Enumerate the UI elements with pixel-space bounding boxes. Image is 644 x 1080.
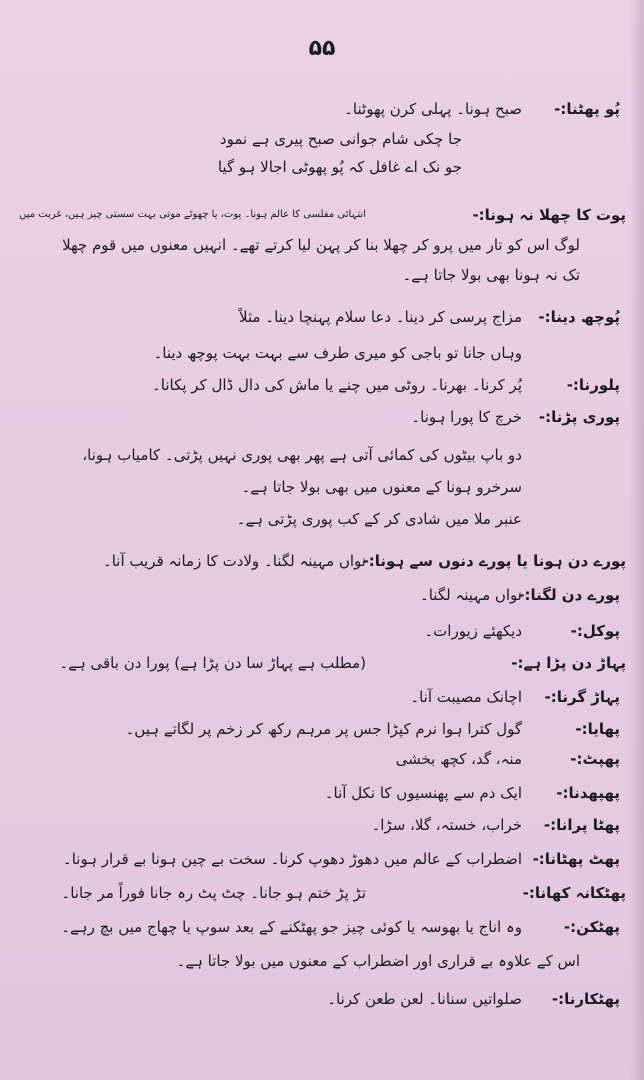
headword: پھٹکارنا:- bbox=[551, 990, 620, 1008]
definition-text: مزاج پرسی کر دینا۔ دعا سلام پہنچا دینا۔ مثلاً bbox=[239, 308, 522, 326]
headword: پورے دن لگنا:- bbox=[518, 586, 620, 604]
headword: پھپھدنا:- bbox=[556, 784, 620, 802]
headword: پُو پھٹنا:- bbox=[554, 100, 620, 118]
definition-text: خراب، خستہ، گلا، سڑا۔ bbox=[371, 816, 522, 834]
continuation-text: جو نک اے غافل کہ پُو پھوٹی اجالا ہو گیا bbox=[217, 158, 462, 176]
page-number: ۵۵ bbox=[308, 36, 336, 61]
definition-text: گول کترا ہوا نرم کپڑا جس پر مرہم رکھ کر زخم پر لگاتے ہیں۔ bbox=[125, 720, 522, 738]
definition-text: ایک دم سے پھنسیوں کا نکل آنا۔ bbox=[324, 784, 522, 802]
continuation-text: لوگ اس کو تار میں پرو کر چھلا بنا کر پہن لیا کرتے تھے۔ انہیں معنوں میں قوم چھلا bbox=[62, 236, 580, 254]
continuation-text: عنبر ملا میں شادی کر کے کب پوری پڑتی ہے۔ bbox=[236, 510, 522, 528]
headword: پلورنا:- bbox=[566, 376, 620, 394]
headword: پھپٹ:- bbox=[570, 750, 620, 768]
headword: پُوچھ دینا:- bbox=[538, 308, 620, 326]
headword: پہاڑ گرنا:- bbox=[544, 688, 620, 706]
headword: پورے دن ہونا یا پورے دنوں سے ہونا:- bbox=[362, 552, 626, 570]
continuation-text: جا چکی شام جوانی صبح پیری ہے نمود bbox=[219, 130, 462, 148]
continuation-text: وہاں جانا تو باجی کو میری طرف سے بہت بہت پوچھ دینا۔ bbox=[153, 344, 522, 362]
definition-text: دیکھئے زیورات۔ bbox=[424, 622, 522, 640]
headword: پھایا:- bbox=[575, 720, 620, 738]
definition-text: اضطراب کے عالم میں دھوڑ دھوپ کرنا۔ سخت بے چین ہونا بے قرار ہونا۔ bbox=[62, 850, 522, 868]
headword: پھٹا پرانا:- bbox=[543, 816, 620, 834]
definition-text: خرچ کا پورا ہونا۔ bbox=[411, 408, 522, 426]
definition-text: وہ اناج یا بھوسہ یا کوئی چیز جو پھٹکنے کے بعد سوپ یا چھاج میں بچ رہے۔ bbox=[61, 918, 522, 936]
continuation-text: سرخرو ہونا کے معنوں میں بھی بولا جاتا ہے۔ bbox=[241, 478, 522, 496]
continuation-text: تک نہ ہونا بھی بولا جاتا ہے۔ bbox=[402, 266, 580, 284]
headword: پھٹ پھٹانا:- bbox=[532, 850, 620, 868]
continuation-text: اس کے علاوہ بے قراری اور اضطراب کے معنوں میں بولا جاتا ہے۔ bbox=[176, 952, 580, 970]
definition-text: منہ، گد، کچھ بخشی bbox=[395, 750, 522, 768]
definition-text: اچانک مصیبت آنا۔ bbox=[410, 688, 522, 706]
page-edge-shadow bbox=[630, 0, 644, 1080]
definition-text: نواں مہینہ لگنا۔ ولادت کا زمانہ قریب آنا۔ bbox=[102, 552, 366, 570]
headword: پہاڑ دن پڑا ہے:- bbox=[511, 654, 626, 672]
headword: پھٹکانہ کھانا:- bbox=[522, 884, 626, 902]
continuation-text: دو باپ بیٹوں کی کمائی آتی ہے پھر بھی پوری نہیں پڑتی۔ کامیاب ہونا، bbox=[82, 446, 522, 464]
definition-text: صلواتیں سنانا۔ لعن طعن کرنا۔ bbox=[327, 990, 522, 1008]
definition-text: (مطلب ہے پہاڑ سا دن پڑا ہے) پورا دن باقی ہے۔ bbox=[59, 654, 366, 672]
definition-text: نواں مہینہ لگنا۔ bbox=[419, 586, 522, 604]
headword: پھٹکن:- bbox=[563, 918, 620, 936]
headword: پوت کا چھلا نہ ہونا:- bbox=[472, 206, 626, 224]
headword: پوری پڑنا:- bbox=[538, 408, 620, 426]
definition-text: انتہائی مفلسی کا عالم ہونا۔ پوت، یا چھوٹے موتی بہت سستی چیز ہیں، غربت میں bbox=[19, 209, 366, 220]
definition-text: پُر کرنا۔ بھرنا۔ روٹی میں چنے یا ماش کی دال ڈال کر پکانا۔ bbox=[151, 376, 522, 394]
definition-text: صبح ہونا۔ پہلی کرن پھوٹنا۔ bbox=[344, 100, 522, 118]
definition-text: تڑ پڑ ختم ہو جانا۔ چٹ پٹ رہ جانا فوراً مر جانا۔ bbox=[61, 884, 366, 902]
headword: پوکل:- bbox=[570, 622, 620, 640]
